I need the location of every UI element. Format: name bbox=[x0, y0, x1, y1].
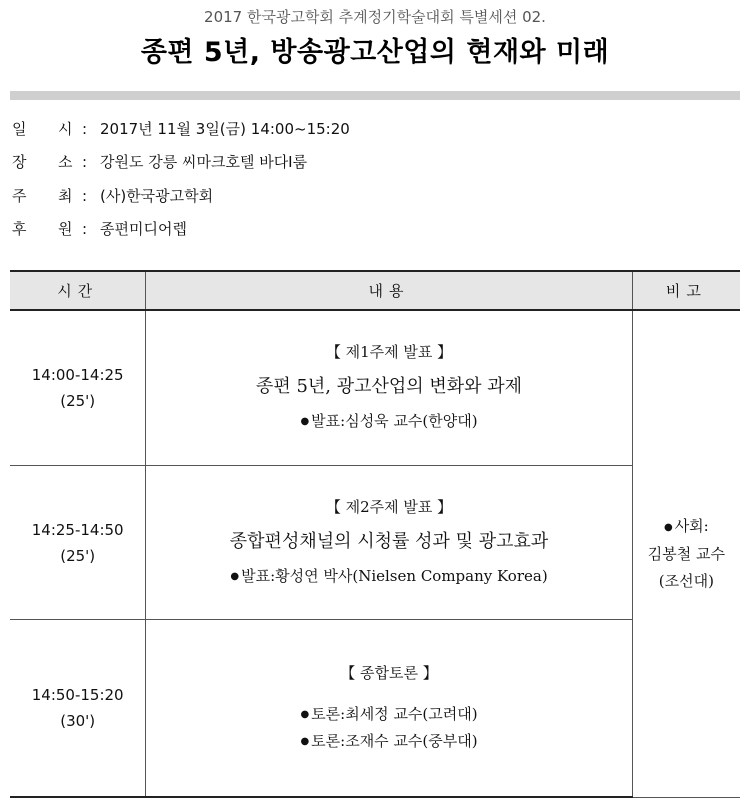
info-value: 2017년 11월 3일(금) 14:00~15:20 bbox=[100, 120, 350, 138]
info-row-venue bbox=[12, 150, 307, 174]
moderator-affiliation: (조선대) bbox=[658, 571, 714, 590]
info-label: 장 bbox=[12, 153, 27, 171]
speaker-line bbox=[146, 408, 631, 435]
schedule-table bbox=[10, 270, 740, 798]
time-range: 14:00-14:25 bbox=[31, 366, 124, 384]
speaker-text: 발표:심성욱 교수(한양대) bbox=[311, 412, 478, 430]
topic-heading: 【 제1주제 발표 】 bbox=[325, 343, 453, 361]
event-subtitle: 2017 한국광고학회 추계정기학술대회 특별세션 02. bbox=[204, 8, 546, 26]
moderator-name: 김봉철 교수 bbox=[647, 544, 725, 563]
speaker-text: 토론:조재수 교수(중부대) bbox=[311, 731, 478, 750]
info-row-sponsor bbox=[12, 217, 187, 241]
info-value: 종편미디어렙 bbox=[100, 220, 187, 238]
header-note: 비고 bbox=[632, 271, 740, 310]
info-label: 시 bbox=[58, 120, 73, 138]
time-cell bbox=[10, 620, 146, 798]
table-header-row bbox=[10, 271, 740, 310]
speaker-line bbox=[146, 701, 631, 728]
bullet-icon: ● bbox=[300, 708, 310, 720]
note-cell bbox=[632, 310, 740, 797]
info-label: 후 bbox=[12, 220, 27, 238]
header-content: 내용 bbox=[146, 271, 632, 310]
info-row-host bbox=[12, 184, 213, 208]
info-row-date bbox=[12, 117, 350, 141]
info-label: 일 bbox=[12, 120, 27, 138]
bullet-icon: ● bbox=[300, 416, 310, 427]
duration: (25') bbox=[60, 546, 96, 565]
table-row bbox=[10, 466, 740, 620]
moderator-label: 사회: bbox=[674, 517, 709, 535]
info-label: 주 bbox=[12, 187, 27, 205]
topic-title: 종편 5년, 광고산업의 변화와 과제 bbox=[255, 376, 523, 397]
speaker-text: 토론:최세정 교수(고려대) bbox=[311, 704, 478, 723]
info-value: 강원도 강릉 씨마크호텔 바다Ⅰ룸 bbox=[100, 153, 308, 171]
info-value: (사)한국광고학회 bbox=[100, 187, 214, 205]
time-range: 14:25-14:50 bbox=[31, 520, 124, 539]
table-row bbox=[10, 620, 740, 798]
moderator-label-line bbox=[633, 513, 740, 541]
page-title: 종편 5년, 방송광고산업의 현재와 미래 bbox=[140, 37, 610, 68]
content-cell bbox=[146, 620, 632, 798]
topic-title: 종합편성채널의 시청률 성과 및 광고효과 bbox=[229, 530, 549, 552]
duration: (25') bbox=[60, 392, 96, 410]
speaker-text: 발표:황성연 박사(Nielsen Company Korea) bbox=[241, 566, 548, 585]
bullet-icon: ● bbox=[230, 570, 240, 582]
info-label: 소 bbox=[58, 153, 73, 171]
info-separator: : bbox=[82, 120, 88, 138]
title-divider bbox=[10, 91, 740, 100]
topic-heading: 【 종합토론 】 bbox=[340, 663, 438, 682]
info-separator: : bbox=[82, 220, 88, 238]
time-cell bbox=[10, 310, 146, 466]
duration: (30') bbox=[60, 712, 96, 730]
content-cell bbox=[146, 310, 632, 466]
table-row bbox=[10, 310, 740, 466]
speaker-line bbox=[146, 563, 631, 590]
topic-heading: 【 제2주제 발표 】 bbox=[325, 497, 453, 516]
info-label: 최 bbox=[58, 187, 73, 205]
time-range: 14:50-15:20 bbox=[31, 686, 124, 704]
content-cell bbox=[146, 466, 632, 620]
info-label: 원 bbox=[58, 220, 73, 238]
info-separator: : bbox=[82, 153, 88, 171]
header-time: 시간 bbox=[10, 271, 146, 310]
time-cell bbox=[10, 466, 146, 620]
bullet-icon: ● bbox=[300, 735, 310, 747]
speaker-line bbox=[146, 728, 631, 755]
bullet-icon: ● bbox=[663, 521, 673, 533]
info-separator: : bbox=[82, 187, 88, 205]
